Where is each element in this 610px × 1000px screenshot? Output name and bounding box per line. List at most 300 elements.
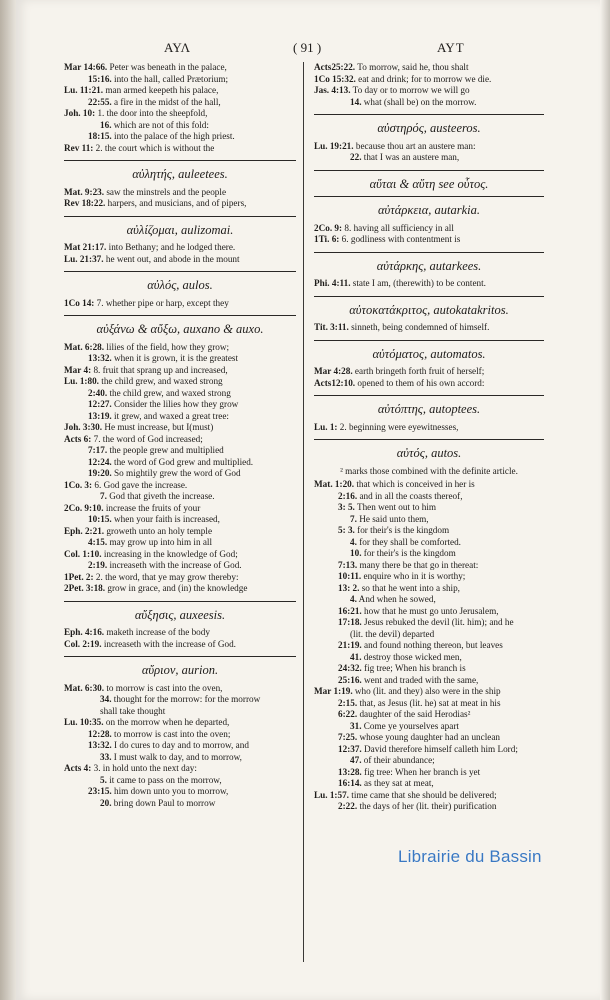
verse-excerpt: who (lit. and they) also were in the ship bbox=[352, 686, 501, 696]
concordance-line bbox=[314, 767, 544, 779]
header-right-guide-word: ΑΥΤ bbox=[437, 40, 465, 55]
concordance-line bbox=[314, 234, 544, 246]
concordance-line bbox=[64, 120, 296, 132]
verse-excerpt: many there be that go in thereat: bbox=[357, 559, 479, 570]
concordance-line bbox=[314, 85, 544, 97]
column-divider bbox=[303, 62, 304, 962]
concordance-line bbox=[64, 187, 296, 199]
verse-excerpt: into Bethany; and he lodged there. bbox=[106, 242, 236, 252]
verse-excerpt: 3. in hold unto the next day: bbox=[91, 763, 197, 773]
scripture-reference: Col. 2:19. bbox=[64, 638, 102, 649]
scripture-reference: Eph. 2:21. bbox=[64, 525, 105, 536]
scripture-reference: Mat. 6:28. bbox=[64, 341, 105, 352]
verse-excerpt: fig tree: When her branch is yet bbox=[361, 766, 481, 777]
concordance-line bbox=[64, 560, 296, 572]
scripture-reference: Mar 4: bbox=[64, 364, 92, 375]
left-column bbox=[64, 62, 296, 809]
concordance-line bbox=[64, 627, 296, 639]
verse-excerpt: fig tree; When his branch is bbox=[361, 663, 466, 673]
verse-excerpt: it came to pass on the morrow, bbox=[106, 774, 222, 785]
entry-heading: αὐτόπτης, autoptees. bbox=[377, 402, 481, 416]
verse-excerpt: So mightily grew the word of God bbox=[111, 468, 241, 478]
scripture-reference: 12:24. bbox=[88, 456, 112, 467]
verse-excerpt: God that giveth the increase. bbox=[106, 491, 215, 501]
verse-excerpt: bring down Paul to morrow bbox=[111, 797, 216, 808]
verse-excerpt: 7. whether pipe or harp, except they bbox=[94, 297, 229, 308]
verse-excerpt: 2. the court which is without the bbox=[93, 142, 215, 153]
concordance-line bbox=[64, 365, 296, 377]
concordance-line bbox=[64, 342, 296, 354]
verse-excerpt: the child grew, and waxed strong bbox=[98, 376, 223, 386]
verse-excerpt: how that he must go unto Jerusalem, bbox=[361, 605, 499, 616]
scripture-reference: Lu. 19:21. bbox=[314, 140, 354, 151]
section-rule bbox=[314, 114, 544, 115]
scripture-reference: Mar 1:19. bbox=[314, 686, 353, 696]
verse-excerpt: because thou art an austere man: bbox=[353, 140, 476, 151]
section-rule bbox=[64, 315, 296, 316]
verse-excerpt: groweth unto an holy temple bbox=[104, 525, 213, 536]
scripture-reference: 10:11. bbox=[338, 571, 362, 581]
concordance-line bbox=[64, 572, 296, 584]
concordance-line bbox=[64, 786, 296, 798]
scripture-reference: 1Co. 3: bbox=[64, 479, 93, 490]
concordance-line bbox=[314, 583, 544, 595]
verse-excerpt: daughter of the said Herodias² bbox=[357, 709, 471, 719]
concordance-line bbox=[314, 606, 544, 618]
concordance-line bbox=[314, 62, 544, 74]
scripture-reference: 25:16. bbox=[338, 674, 362, 685]
section-rule bbox=[64, 160, 296, 161]
verse-excerpt: earth bringeth forth fruit of herself; bbox=[352, 366, 485, 376]
verse-excerpt: 6. God gave the increase. bbox=[92, 479, 188, 490]
scripture-reference: Phi. 4:11. bbox=[314, 278, 351, 288]
concordance-line bbox=[64, 62, 296, 74]
verse-excerpt: 6. godliness with contentment is bbox=[339, 234, 461, 244]
scripture-reference: 1Ti. 6: bbox=[314, 234, 340, 244]
concordance-line bbox=[314, 378, 544, 390]
scripture-reference: 4. bbox=[350, 594, 357, 604]
scripture-reference: 21:19. bbox=[338, 640, 362, 650]
concordance-line bbox=[64, 717, 296, 729]
scripture-reference: Jas. 4:13. bbox=[314, 85, 351, 95]
verse-excerpt: may grow up into him in all bbox=[107, 537, 213, 547]
scripture-reference: 2:19. bbox=[88, 560, 108, 570]
verse-excerpt: To day or to morrow we will go bbox=[350, 85, 470, 95]
section-rule bbox=[314, 252, 544, 253]
section-rule bbox=[314, 340, 544, 341]
verse-excerpt: into the palace of the high priest. bbox=[111, 131, 235, 141]
scripture-reference: 34. bbox=[100, 694, 112, 704]
verse-excerpt: the days of her (lit. their) purification bbox=[357, 801, 497, 811]
header-left-guide-word: ΑΥΛ bbox=[164, 40, 192, 55]
verse-excerpt: enquire who in it is worthy; bbox=[361, 571, 466, 581]
verse-excerpt: eat and drink; for to morrow we die. bbox=[355, 73, 492, 84]
scripture-reference: Acts25:22. bbox=[314, 62, 356, 72]
scripture-reference: Lu. 11:21. bbox=[64, 85, 104, 95]
verse-excerpt: into the hall, called Prætorium; bbox=[111, 73, 229, 84]
concordance-line bbox=[64, 422, 296, 434]
concordance-line bbox=[64, 763, 296, 775]
verse-excerpt: harpers, and musicians, and of pipers, bbox=[105, 198, 247, 208]
concordance-line bbox=[314, 491, 544, 503]
scripture-reference: 41. bbox=[350, 651, 362, 662]
scripture-reference: Lu. 1:80. bbox=[64, 376, 99, 386]
scripture-reference: 7:25. bbox=[338, 732, 358, 742]
concordance-line bbox=[64, 131, 296, 143]
section-rule bbox=[64, 601, 296, 602]
right-column bbox=[314, 62, 544, 813]
scripture-reference: 5: 3. bbox=[338, 525, 355, 535]
verse-excerpt: opened to them of his own accord: bbox=[355, 377, 485, 388]
concordance-line bbox=[64, 514, 296, 526]
watermark-text: Librairie du Bassin bbox=[398, 847, 542, 866]
scripture-reference: 3: 5. bbox=[338, 502, 355, 512]
concordance-line bbox=[64, 388, 296, 400]
concordance-line bbox=[64, 74, 296, 86]
verse-excerpt: 1. the door into the sheepfold, bbox=[95, 108, 208, 118]
concordance-line bbox=[314, 755, 544, 767]
section-rule bbox=[64, 216, 296, 217]
concordance-line bbox=[314, 571, 544, 583]
verse-excerpt: (lit. the devil) departed bbox=[350, 628, 435, 639]
verse-excerpt: Jesus rebuked the devil (lit. him); and he bbox=[361, 617, 514, 627]
section-rule bbox=[314, 439, 544, 440]
verse-excerpt: that which is conceived in her is bbox=[354, 479, 475, 489]
verse-excerpt: he went out, and abode in the mount bbox=[103, 253, 240, 264]
verse-excerpt: Peter was beneath in the palace, bbox=[107, 62, 227, 72]
verse-excerpt: lilies of the field, how they grow; bbox=[104, 341, 230, 352]
verse-excerpt: him down unto you to morrow, bbox=[111, 786, 229, 796]
scripture-reference: 2:15. bbox=[338, 697, 358, 708]
verse-excerpt: sinneth, being condemned of himself. bbox=[348, 322, 490, 332]
page-number: ( 91 ) bbox=[293, 40, 322, 55]
scripture-reference: 13:28. bbox=[338, 766, 362, 777]
concordance-line bbox=[64, 537, 296, 549]
verse-excerpt: for their's is the kingdom bbox=[354, 525, 450, 535]
scripture-reference: Lu. 21:37. bbox=[64, 253, 104, 264]
concordance-line bbox=[64, 353, 296, 365]
verse-excerpt: I do cures to day and to morrow, and bbox=[111, 740, 249, 750]
concordance-line bbox=[314, 709, 544, 721]
concordance-line bbox=[64, 639, 296, 651]
scripture-reference: 33. bbox=[100, 751, 112, 762]
concordance-line bbox=[314, 278, 544, 290]
verse-excerpt: that I was an austere man, bbox=[361, 152, 460, 162]
verse-excerpt: 8. having all sufficiency in all bbox=[342, 222, 454, 233]
concordance-line bbox=[64, 411, 296, 423]
concordance-line bbox=[64, 549, 296, 561]
verse-excerpt: state I am, (therewith) to be content. bbox=[350, 278, 486, 288]
concordance-line bbox=[64, 798, 296, 810]
verse-excerpt: a fire in the midst of the hall, bbox=[111, 96, 221, 107]
scripture-reference: Mar 14:66. bbox=[64, 62, 108, 72]
scripture-reference: 2Pet. 3:18. bbox=[64, 583, 106, 593]
verse-excerpt: to morrow is cast into the oven, bbox=[104, 682, 223, 693]
concordance-line bbox=[314, 790, 544, 802]
entry-heading: αὐτάρκεια, autarkia. bbox=[377, 203, 481, 217]
concordance-line bbox=[64, 399, 296, 411]
scripture-reference: Mat 21:17. bbox=[64, 242, 107, 252]
concordance-line bbox=[64, 108, 296, 120]
concordance-line bbox=[314, 721, 544, 733]
verse-excerpt: and in all the coasts thereof, bbox=[357, 490, 463, 501]
verse-excerpt: David therefore himself calleth him Lord; bbox=[361, 743, 518, 754]
concordance-line bbox=[314, 514, 544, 526]
verse-excerpt: for they shall be comforted. bbox=[356, 536, 461, 547]
verse-excerpt: increase the fruits of your bbox=[103, 502, 201, 513]
scripture-reference: Acts 6: bbox=[64, 433, 92, 444]
concordance-line bbox=[64, 480, 296, 492]
scripture-reference: 2:40. bbox=[88, 387, 108, 398]
verse-excerpt: maketh increase of the body bbox=[104, 627, 210, 637]
entry-note: ² marks those combined with the definite article. bbox=[340, 465, 518, 476]
concordance-line bbox=[64, 434, 296, 446]
scripture-reference: 16. bbox=[100, 119, 112, 130]
scripture-reference: 7. bbox=[100, 491, 107, 501]
verse-excerpt: Then went out to him bbox=[354, 502, 437, 512]
verse-excerpt: which are not of this fold: bbox=[111, 119, 209, 130]
section-rule bbox=[314, 196, 544, 197]
verse-excerpt: the word of God grew and multiplied. bbox=[111, 456, 254, 467]
entry-heading: αὐτόματος, automatos. bbox=[372, 346, 486, 361]
entry-heading: αὐτός, autos. bbox=[396, 446, 462, 460]
scripture-reference: 13: 2. bbox=[338, 582, 360, 593]
concordance-line bbox=[64, 683, 296, 695]
scripture-reference: 24:32. bbox=[338, 663, 362, 673]
scripture-reference: 12:28. bbox=[88, 728, 112, 739]
scripture-reference: 14. bbox=[350, 96, 362, 107]
verse-excerpt: to morrow is cast into the oven; bbox=[111, 728, 231, 739]
concordance-line bbox=[314, 422, 544, 434]
verse-excerpt: whose young daughter had an unclean bbox=[357, 732, 501, 742]
scripture-reference: 18:15. bbox=[88, 131, 112, 141]
concordance-line bbox=[314, 537, 544, 549]
entry-heading: αὐτάρκης, autarkees. bbox=[376, 258, 482, 273]
scripture-reference: 47. bbox=[350, 755, 362, 765]
concordance-line bbox=[64, 242, 296, 254]
scripture-reference: Joh. 3:30. bbox=[64, 422, 103, 432]
entry-heading: αὐτοκατάκριτος, autokatakritos. bbox=[349, 302, 509, 317]
scripture-reference: 22:55. bbox=[88, 96, 112, 107]
scripture-reference: Mat. 9:23. bbox=[64, 186, 105, 197]
verse-excerpt: of their abundance; bbox=[361, 755, 435, 765]
scripture-reference: 13:32. bbox=[88, 353, 112, 363]
concordance-line bbox=[314, 366, 544, 378]
concordance-line bbox=[64, 583, 296, 595]
verse-excerpt: shall take thought bbox=[100, 705, 166, 716]
scripture-reference: 10. bbox=[350, 548, 362, 558]
verse-excerpt: when it is grown, it is the greatest bbox=[111, 353, 239, 363]
concordance-line bbox=[64, 198, 296, 210]
section-rule bbox=[314, 170, 544, 171]
concordance-line bbox=[314, 801, 544, 813]
concordance-line bbox=[64, 143, 296, 155]
scripture-reference: 12:37. bbox=[338, 743, 362, 754]
concordance-line bbox=[314, 744, 544, 756]
concordance-line bbox=[64, 457, 296, 469]
concordance-line bbox=[314, 525, 544, 537]
verse-excerpt: increaseth with the increase of God. bbox=[101, 638, 236, 649]
scripture-reference: Mat. 1:20. bbox=[314, 479, 355, 489]
concordance-line bbox=[64, 376, 296, 388]
scripture-reference: 13:19. bbox=[88, 410, 112, 421]
scripture-reference: 5. bbox=[100, 774, 107, 785]
verse-excerpt: for their's is the kingdom bbox=[361, 548, 456, 558]
scripture-reference: Lu. 1: bbox=[314, 421, 338, 432]
verse-excerpt: and found nothing thereon, but leaves bbox=[361, 640, 503, 650]
verse-excerpt: And when he sowed, bbox=[356, 594, 436, 604]
concordance-line bbox=[314, 698, 544, 710]
scripture-reference: Mar 4:28. bbox=[314, 366, 353, 376]
concordance-line bbox=[314, 152, 544, 164]
verse-excerpt: increaseth with the increase of God. bbox=[107, 560, 242, 570]
scripture-reference: Acts12:10. bbox=[314, 377, 356, 388]
scripture-reference: Joh. 10: bbox=[64, 108, 96, 118]
scripture-reference: 19:20. bbox=[88, 468, 112, 478]
concordance-line bbox=[314, 629, 544, 641]
scripture-reference: 4. bbox=[350, 536, 357, 547]
verse-excerpt: it grew, and waxed a great tree: bbox=[111, 410, 229, 421]
concordance-line bbox=[64, 491, 296, 503]
concordance-line bbox=[314, 640, 544, 652]
section-rule bbox=[314, 296, 544, 297]
scripture-reference: 16:21. bbox=[338, 605, 362, 616]
concordance-line bbox=[64, 503, 296, 515]
scripture-reference: 1Co 14: bbox=[64, 297, 95, 308]
verse-excerpt: 2. the word, that ye may grow thereby: bbox=[93, 571, 239, 582]
verse-excerpt: that, as Jesus (lit. he) sat at meat in his bbox=[357, 697, 501, 708]
verse-excerpt: 8. fruit that sprang up and increased, bbox=[91, 364, 228, 375]
scripture-reference: 7:13. bbox=[338, 559, 358, 570]
concordance-line bbox=[64, 298, 296, 310]
scripture-reference: Tit. 3:11. bbox=[314, 322, 349, 332]
scripture-reference: Lu. 1:57. bbox=[314, 789, 349, 800]
verse-excerpt: went and traded with the same, bbox=[361, 674, 479, 685]
scripture-reference: 22. bbox=[350, 152, 362, 162]
section-rule bbox=[64, 271, 296, 272]
concordance-line bbox=[314, 223, 544, 235]
scripture-reference: 4:15. bbox=[88, 537, 108, 547]
scripture-reference: Lu. 10:35. bbox=[64, 717, 104, 727]
scripture-reference: 2:16. bbox=[338, 490, 358, 501]
entry-heading: αὐξάνω & αὔξω, auxano & auxo. bbox=[96, 322, 264, 336]
verse-excerpt: thought for the morrow: for the morrow bbox=[111, 694, 261, 704]
scripture-reference: 7. bbox=[350, 513, 357, 524]
verse-excerpt: Consider the lilies how they grow bbox=[111, 399, 239, 409]
scripture-reference: Acts 4: bbox=[64, 763, 92, 773]
verse-excerpt: grow in grace, and (in) the knowledge bbox=[105, 583, 248, 593]
concordance-line bbox=[314, 97, 544, 109]
scripture-reference: Mat. 6:30. bbox=[64, 682, 105, 693]
concordance-line bbox=[64, 706, 296, 718]
verse-excerpt: 2. beginning were eyewitnesses, bbox=[337, 421, 459, 432]
scripture-reference: Rev 18:22. bbox=[64, 198, 106, 208]
verse-excerpt: Come ye yourselves apart bbox=[361, 720, 459, 731]
concordance-line bbox=[314, 594, 544, 606]
scripture-reference: 12:27. bbox=[88, 399, 112, 409]
verse-excerpt: man armed keepeth his palace, bbox=[103, 85, 219, 95]
verse-excerpt: on the morrow when he departed, bbox=[103, 717, 230, 727]
scripture-reference: 6:22. bbox=[338, 709, 358, 719]
verse-excerpt: time came that she should be delivered; bbox=[348, 789, 497, 800]
scripture-reference: 23:15. bbox=[88, 786, 112, 796]
scripture-reference: 13:32. bbox=[88, 740, 112, 750]
verse-excerpt: He must increase, but I(must) bbox=[102, 422, 214, 432]
entry-heading: αὔξησις, auxeesis. bbox=[134, 607, 226, 622]
scripture-reference: 2Co. 9: bbox=[314, 222, 343, 233]
concordance-line bbox=[64, 445, 296, 457]
verse-excerpt: the people grew and multiplied bbox=[107, 445, 224, 455]
concordance-line bbox=[314, 548, 544, 560]
verse-excerpt: To morrow, said he, thou shalt bbox=[355, 62, 469, 72]
concordance-line bbox=[64, 468, 296, 480]
concordance-line bbox=[314, 652, 544, 664]
entry-heading: αὐλίζομαι, aulizomai. bbox=[126, 222, 234, 237]
scripture-reference: 2Co. 9:10. bbox=[64, 502, 104, 513]
scripture-reference: 31. bbox=[350, 720, 362, 731]
verse-excerpt: destroy those wicked men, bbox=[361, 651, 462, 662]
scripture-reference: Rev 11: bbox=[64, 142, 94, 153]
concordance-line bbox=[314, 502, 544, 514]
concordance-line bbox=[314, 74, 544, 86]
running-header bbox=[16, 40, 600, 58]
scripture-reference: 15:16. bbox=[88, 73, 112, 84]
verse-excerpt: increasing in the knowledge of God; bbox=[101, 548, 238, 559]
verse-excerpt: as they sat at meat, bbox=[361, 778, 434, 788]
entry-heading: αὐστηρός, austeeros. bbox=[377, 121, 481, 135]
concordance-line bbox=[314, 686, 544, 698]
verse-excerpt: He said unto them, bbox=[356, 513, 429, 524]
page-edge bbox=[600, 0, 610, 1000]
entry-heading: αὕται & αὕτη see οὗτος. bbox=[369, 176, 489, 191]
concordance-line bbox=[64, 85, 296, 97]
concordance-line bbox=[314, 617, 544, 629]
verse-excerpt: saw the minstrels and the people bbox=[104, 186, 227, 197]
concordance-line bbox=[64, 694, 296, 706]
concordance-line bbox=[314, 479, 544, 491]
section-rule bbox=[64, 656, 296, 657]
scripture-reference: 17:18. bbox=[338, 617, 362, 627]
concordance-line bbox=[314, 778, 544, 790]
scripture-reference: 16:14. bbox=[338, 778, 362, 788]
verse-excerpt: when your faith is increased, bbox=[111, 514, 220, 524]
concordance-line bbox=[314, 560, 544, 572]
scripture-reference: 10:15. bbox=[88, 514, 112, 524]
concordance-line bbox=[314, 675, 544, 687]
concordance-line bbox=[64, 526, 296, 538]
scripture-reference: Col. 1:10. bbox=[64, 548, 102, 559]
concordance-line bbox=[64, 254, 296, 266]
verse-excerpt: 7. the word of God increased; bbox=[91, 433, 203, 444]
scripture-reference: 20. bbox=[100, 797, 112, 808]
scripture-reference: Eph. 4:16. bbox=[64, 627, 105, 637]
concordance-line bbox=[314, 663, 544, 675]
verse-excerpt: I must walk to day, and to morrow, bbox=[111, 751, 242, 762]
section-rule bbox=[314, 395, 544, 396]
concordance-line bbox=[314, 141, 544, 153]
entry-heading: αὐλός, aulos. bbox=[147, 278, 213, 292]
scripture-reference: 7:17. bbox=[88, 445, 108, 455]
entry-heading: αὐλητής, auleetees. bbox=[132, 167, 228, 181]
entry-heading: αὔριον, aurion. bbox=[141, 663, 219, 677]
scripture-reference: 1Co 15:32. bbox=[314, 73, 356, 84]
concordance-line bbox=[64, 729, 296, 741]
concordance-line bbox=[64, 97, 296, 109]
concordance-line bbox=[314, 322, 544, 334]
scripture-reference: 2:22. bbox=[338, 801, 358, 811]
concordance-line bbox=[64, 752, 296, 764]
verse-excerpt: so that he went into a ship, bbox=[359, 582, 460, 593]
